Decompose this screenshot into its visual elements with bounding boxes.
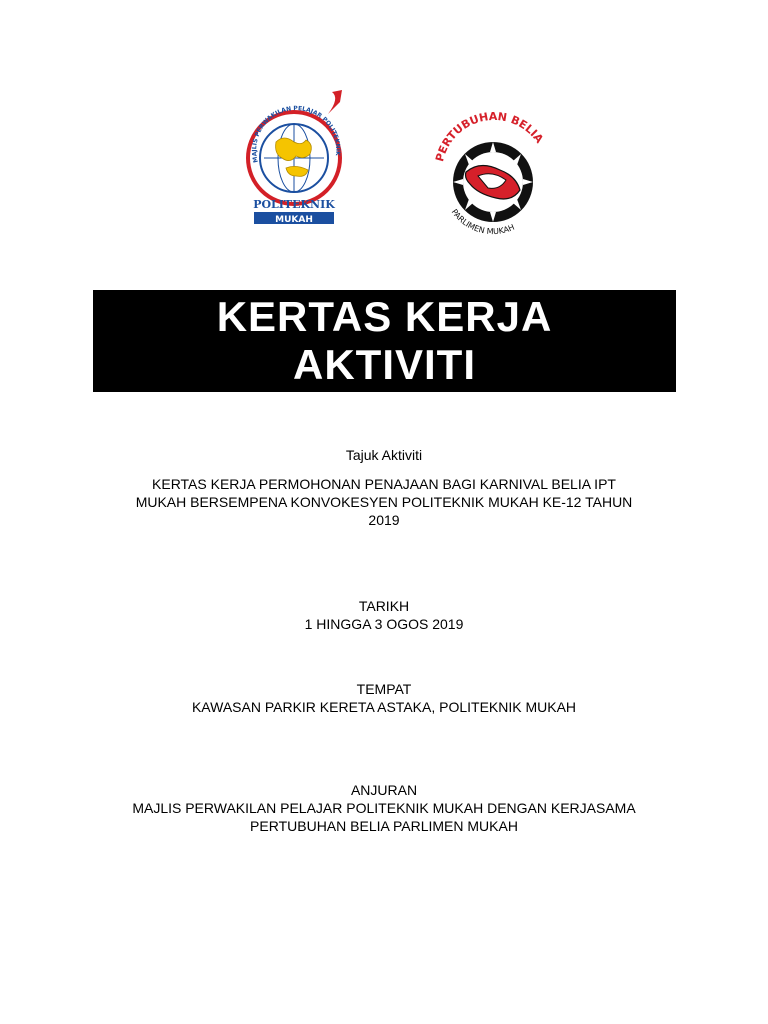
activity-label: Tajuk Aktiviti	[345, 447, 423, 463]
date-label: TARIKH	[358, 598, 410, 614]
banner-title-line-2: AKTIVITI	[293, 341, 476, 388]
organizer-label: ANJURAN	[350, 782, 418, 798]
activity-title-line: MUKAH BERSEMPENA KONVOKESYEN POLITEKNIK MUKAH KE-12 TAHUN	[135, 494, 633, 510]
venue-value: KAWASAN PARKIR KERETA ASTAKA, POLITEKNIK MUKAH	[191, 699, 577, 715]
pertubuhan-belia-logo	[420, 110, 566, 250]
left-logo-arc-text: MAJLIS PERWAKILAN PELAJAR POLITEKNIK	[251, 105, 342, 164]
left-logo-name-bottom: MUKAH	[275, 215, 313, 225]
right-logo-arc-top: PERTUBUHAN BELIA	[433, 110, 546, 164]
organizer-section	[60, 781, 708, 835]
activity-title	[60, 475, 708, 529]
left-logo-name-top: POLITEKNIK	[253, 198, 335, 211]
venue-label: TEMPAT	[356, 681, 412, 697]
activity-title-line: 2019	[368, 512, 400, 528]
activity-title-line: KERTAS KERJA PERMOHONAN PENAJAAN BAGI KARNIVAL BELIA IPT	[152, 476, 616, 492]
organizer-line: MAJLIS PERWAKILAN PELAJAR POLITEKNIK MUKAH DENGAN KERJASAMA	[132, 800, 636, 816]
banner-title-line-1: KERTAS KERJA	[216, 293, 553, 340]
politeknik-mukah-logo	[236, 84, 352, 240]
date-section	[60, 597, 708, 633]
date-value: 1 HINGGA 3 OGOS 2019	[304, 616, 464, 632]
right-logo-arc-bottom: PARLIMEN MUKAH	[449, 207, 516, 237]
organizer-line: PERTUBUHAN BELIA PARLIMEN MUKAH	[250, 818, 518, 834]
venue-section	[60, 680, 708, 716]
title-banner	[93, 290, 676, 392]
